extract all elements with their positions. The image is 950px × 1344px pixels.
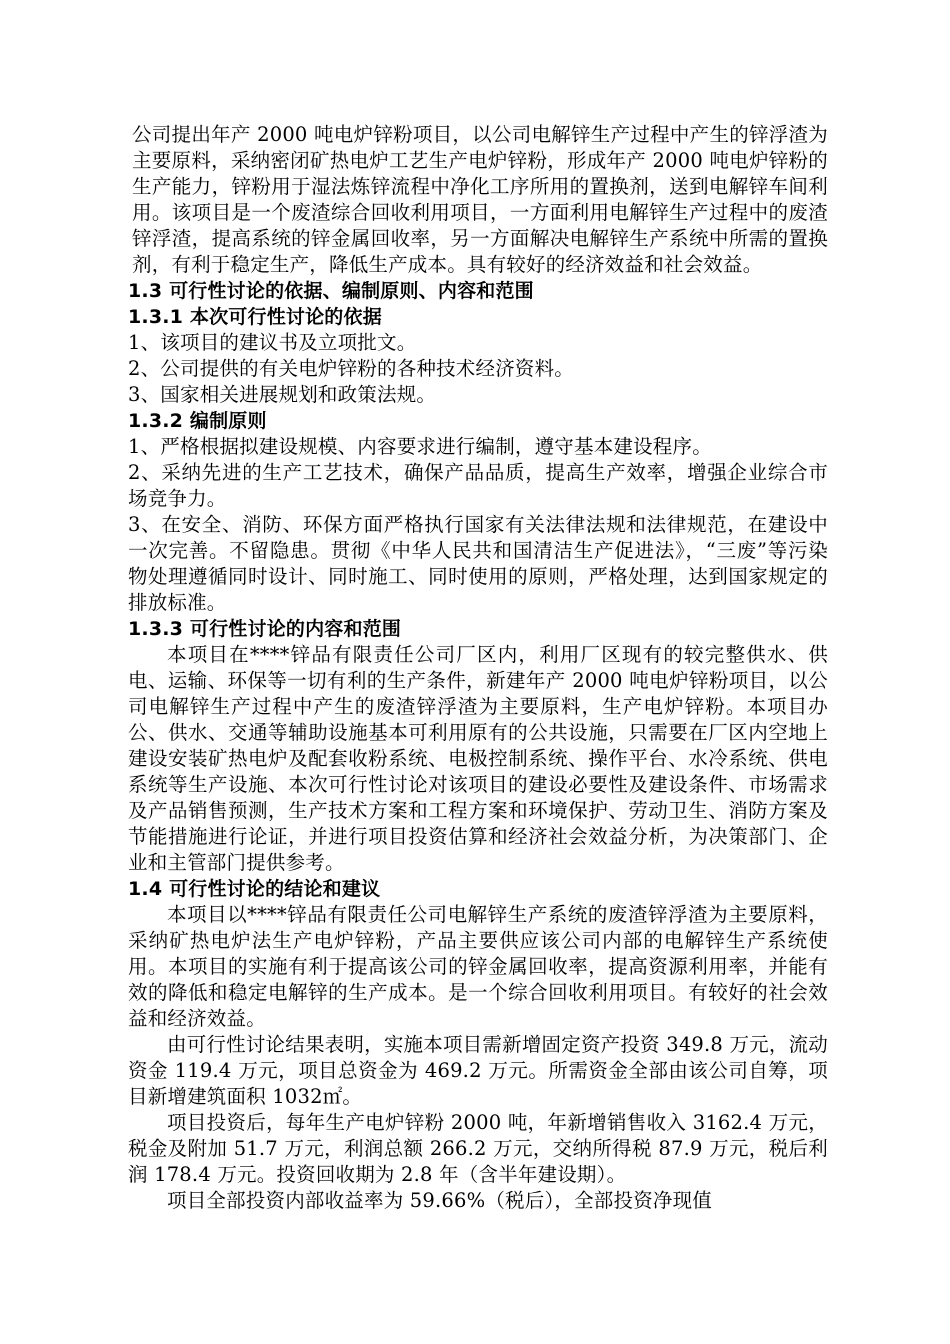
section-heading-1-4: 1.4 可行性讨论的结论和建议 bbox=[128, 878, 381, 900]
document-page bbox=[128, 122, 828, 1214]
section-heading-1-3-2: 1.3.2 编制原则 bbox=[128, 410, 267, 432]
section-heading-1-3: 1.3 可行性讨论的依据、编制原则、内容和范围 bbox=[128, 280, 534, 302]
conclusion-paragraph: 本项目以****锌品有限责任公司电解锌生产系统的废渣锌浮渣为主要原料，采纳矿热电炉法生产电炉锌粉，产品主要供应该公司内部的电解锌生产系统使用。本项目的实施有利于提高该公司的锌金属回收率，提高资源利用率，并能有效的降低和稳定电解锌的生产成本。是一个综合回收利用项目。有较好的社会效益和经济效益。 bbox=[128, 903, 828, 1030]
basis-item: 3、国家相关进展规划和政策法规。 bbox=[128, 383, 437, 406]
conclusion-paragraph: 由可行性讨论结果表明，实施本项目需新增固定资产投资 349.8 万元，流动资金 119.4 万元，项目总资金为 469.2 万元。所需资金全部由该公司自筹，项目新增建筑面积 1032㎡。 bbox=[128, 1033, 828, 1108]
basis-item: 2、公司提供的有关电炉锌粉的各种技术经济资料。 bbox=[128, 357, 575, 380]
conclusion-paragraph: 项目投资后，每年生产电炉锌粉 2000 吨，年新增销售收入 3162.4 万元，税金及附加 51.7 万元，利润总额 266.2 万元，交纳所得税 87.9 万元，税后利润 178.4 万元。投资回收期为 2.8 年（含半年建设期）。 bbox=[128, 1111, 828, 1186]
scope-paragraph: 本项目在****锌品有限责任公司厂区内，利用厂区现有的较完整供水、供电、运输、环保等一切有利的生产条件，新建年产 2000 吨电炉锌粉项目，以公司电解锌生产过程中产生的废渣锌浮渣为主要原料，生产电炉锌粉。本项目办公、供水、交通等辅助设施基本可利用原有的公共设施，只需要在厂区内空地上建设安装矿热电炉及配套收粉系统、电极控制系统、操作平台、水冷系统、供电系统等生产设施、本次可行性讨论对该项目的建设必要性及建设条件、市场需求及产品销售预测，生产技术方案和工程方案和环境保护、劳动卫生、消防方案及节能措施进行论证，并进行项目投资估算和经济社会效益分析，为决策部门、企业和主管部门提供参考。 bbox=[128, 643, 828, 874]
conclusion-paragraph: 项目全部投资内部收益率为 59.66%（税后），全部投资净现值 bbox=[167, 1189, 713, 1212]
principle-item: 1、严格根据拟建设规模、内容要求进行编制，遵守基本建设程序。 bbox=[128, 435, 712, 458]
basis-item: 1、该项目的建议书及立项批文。 bbox=[128, 331, 417, 354]
section-heading-1-3-3: 1.3.3 可行性讨论的内容和范围 bbox=[128, 618, 402, 640]
section-heading-1-3-1: 1.3.1 本次可行性讨论的依据 bbox=[128, 306, 382, 328]
principle-item: 3、在安全、消防、环保方面严格执行国家有关法律法规和法律规范，在建设中一次完善。不留隐患。贯彻《中华人民共和国清洁生产促进法》，“三废”等污染物处理遵循同时设计、同时施工、同时使用的原则，严格处理，达到国家规定的排放标准。 bbox=[128, 513, 828, 614]
intro-paragraph: 公司提出年产 2000 吨电炉锌粉项目，以公司电解锌生产过程中产生的锌浮渣为主要原料，采纳密闭矿热电炉工艺生产电炉锌粉，形成年产 2000 吨电炉锌粉的生产能力，锌粉用于湿法炼锌流程中净化工序所用的置换剂，送到电解锌车间利用。该项目是一个废渣综合回收利用项目，一方面利用电解锌生产过程中的废渣锌浮渣，提高系统的锌金属回收率，另一方面解决电解锌生产系统中所需的置换剂，有利于稳定生产，降低生产成本。具有较好的经济效益和社会效益。 bbox=[132, 123, 828, 276]
principle-item: 2、采纳先进的生产工艺技术，确保产品品质，提高生产效率，增强企业综合市场竞争力。 bbox=[128, 461, 828, 510]
